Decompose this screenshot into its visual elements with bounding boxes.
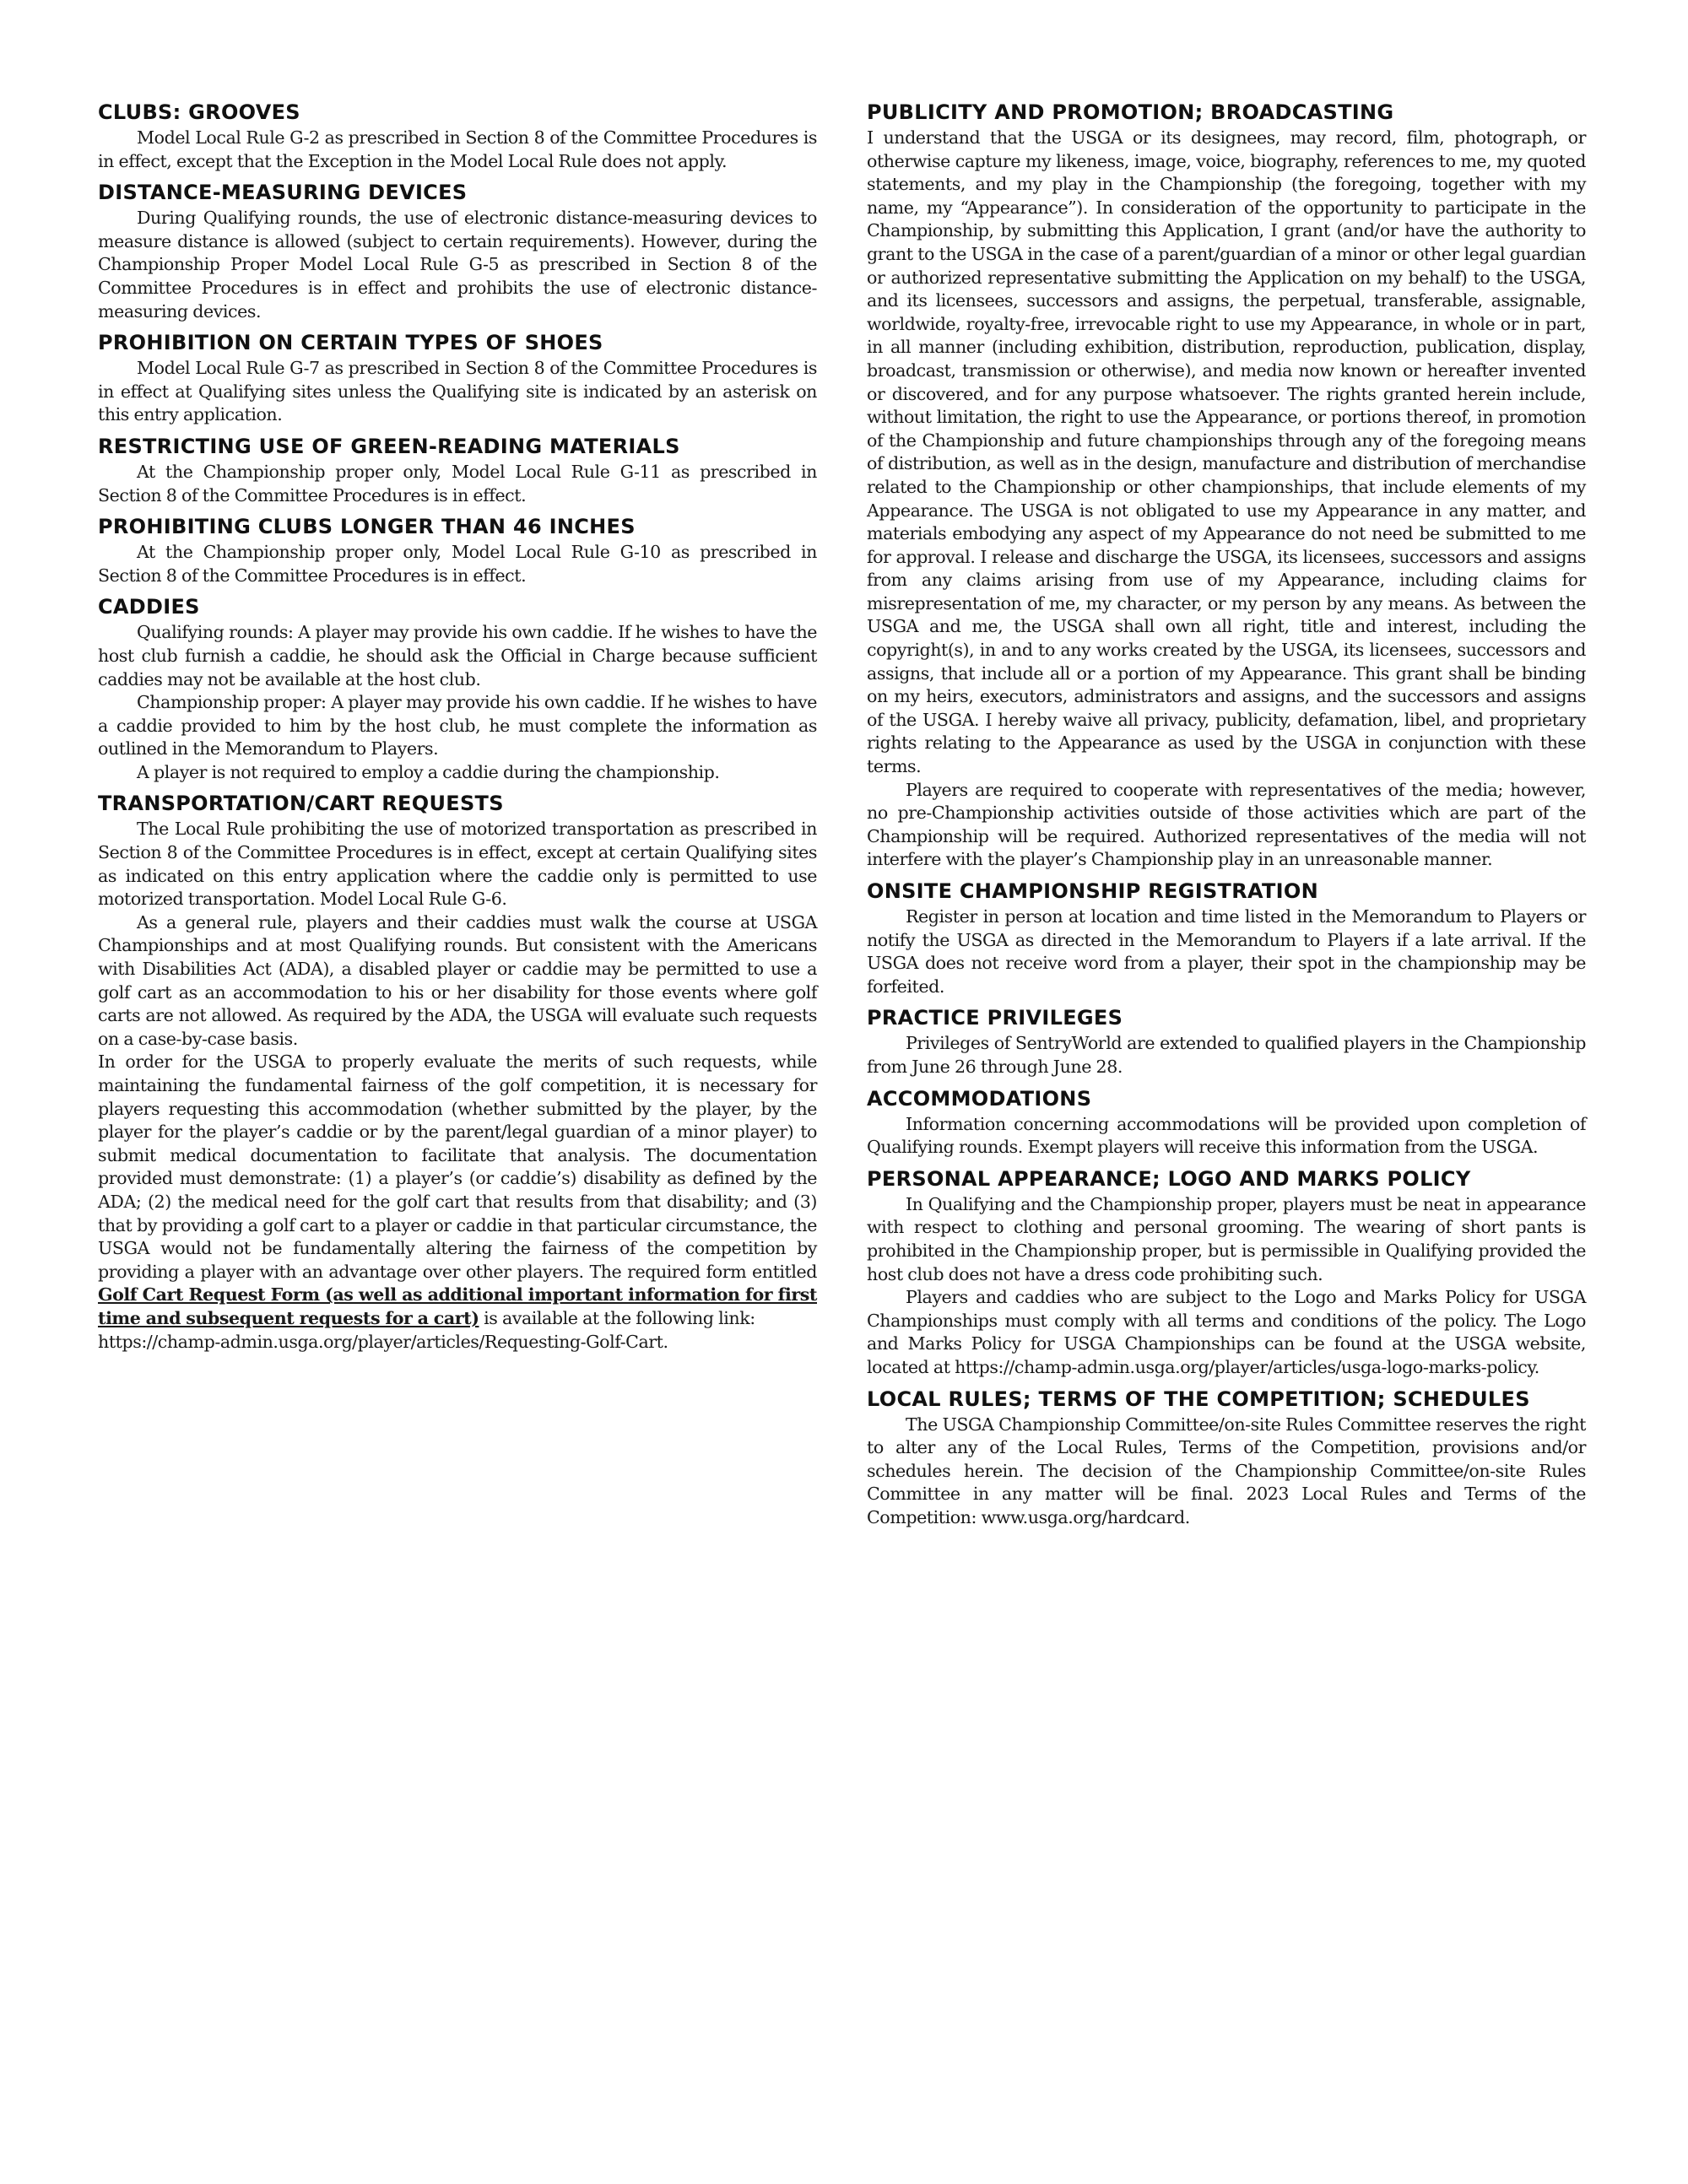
section-paragraph: During Qualifying rounds, the use of electronic distance-measuring devices to measure distance is allowed (subject to certain requirements). However, during the Championship Proper Model Local Rule G-5 as prescribed in Section 8 of the Committee Procedures is in effect and prohibits the use of electronic distance-measuring devices. <box>98 208 817 322</box>
golf-cart-request-form-link[interactable]: Golf Cart Request Form (as well as additional important information for first time and subsequent requests for a cart) <box>98 1284 817 1328</box>
section-heading: PERSONAL APPEARANCE; LOGO AND MARKS POLICY <box>867 1166 1471 1191</box>
paragraph-text: is available at the following link: <box>479 1307 755 1328</box>
section-prohibition-shoes <box>98 330 817 427</box>
section-clubs-grooves <box>98 100 817 173</box>
section-paragraph: In Qualifying and the Championship proper, players must be neat in appearance with respect to clothing and personal grooming. The wearing of short pants is prohibited in the Championship proper, but is permissible in Qualifying provided the host club does not have a dress code prohibiting such. <box>867 1193 1586 1284</box>
section-paragraph: Championship proper: A player may provide his own caddie. If he wishes to have a caddie provided to him by the host club, he must complete the information as outlined in the Memorandum to Players. <box>98 692 817 760</box>
section-heading: RESTRICTING USE OF GREEN-READING MATERIALS <box>98 434 680 458</box>
section-heading: ACCOMMODATIONS <box>867 1086 1092 1111</box>
section-heading: PROHIBITION ON CERTAIN TYPES OF SHOES <box>98 331 603 355</box>
section-paragraph: Model Local Rule G-2 as prescribed in Section 8 of the Committee Procedures is in effect, except that the Exception in the Model Local Rule does not apply. <box>98 127 817 171</box>
section-paragraph: I understand that the USGA or its designees, may record, film, photograph, or otherwise capture my likeness, image, voice, biography, references to me, my quoted statements, and my play in the Championship (the foregoing, together with my name, my “Appearance”). In consideration of the opportunity to participate in the Championship, by submitting this Application, I grant (and/or have the authority to grant to the USGA in the case of a parent/guardian of a minor or other legal guardian or authorized representative submitting the Application on my behalf) to the USGA, and its licensees, successors and assigns, the perpetual, transferable, assignable, worldwide, royalty-free, irrevocable right to use my Appearance, in whole or in part, in all manner (including exhibition, distribution, reproduction, publication, display, broadcast, transmission or otherwise), and media now known or hereafter invented or discovered, and for any purpose whatsoever. The rights granted herein include, without limitation, the right to use the Appearance, or portions thereof, in promotion of the Championship and future championships through any of the foregoing means of distribution, as well as in the design, manufacture and distribution of merchandise related to the Championship or other championships, that include elements of my Appearance. The USGA is not obligated to use my Appearance in any matter, and materials embodying any aspect of my Appearance do not need be submitted to me for approval. I release and discharge the USGA, its licensees, successors and assigns from any claims arising from use of my Appearance, including claims for misrepresentation of me, my character, or my person by any means. As between the USGA and me, the USGA shall own all right, title and interest, including the copyright(s), in and to any works created by the USGA, its licensees, successors and assigns, that include all or a portion of my Appearance. This grant shall be binding on my heirs, executors, administrators and assigns, and the successors and assigns of the USGA. I hereby waive all privacy, publicity, defamation, libel, and proprietary rights relating to the Appearance as used by the USGA in conjunction with these terms. <box>867 127 1586 777</box>
section-paragraph: At the Championship proper only, Model Local Rule G-10 as prescribed in Section 8 of the Committee Procedures is in effect. <box>98 542 817 586</box>
section-heading: PRACTICE PRIVILEGES <box>867 1006 1123 1030</box>
right-column <box>867 100 1586 1536</box>
section-heading: CLUBS: GROOVES <box>98 100 300 124</box>
section-paragraph: At the Championship proper only, Model Local Rule G-11 as prescribed in Section 8 of the Committee Procedures is in effect. <box>98 461 817 505</box>
paragraph-text: In order for the USGA to properly evaluate the merits of such requests, while maintaining the fundamental fairness of the golf competition, it is necessary for players requesting this accommodation (whether submitted by the player, by the player for the player’s caddie or by the parent/legal guardian of a minor player) to submit medical documentation to facilitate that analysis. The documentation provided must demonstrate: (1) a player’s (or caddie’s) disability as defined by the ADA; (2) the medical need for the golf cart that results from that disability; and (3) that by providing a golf cart to a player or caddie in that particular circumstance, the USGA would not be fundamentally altering the fairness of the competition by providing a player with an advantage over other players. The required form entitled <box>98 1051 817 1282</box>
section-publicity <box>867 100 1586 872</box>
section-paragraph: Qualifying rounds: A player may provide his own caddie. If he wishes to have the host club furnish a caddie, he should ask the Official in Charge because sufficient caddies may not be available at the host club. <box>98 622 817 689</box>
section-heading: DISTANCE-MEASURING DEVICES <box>98 181 468 205</box>
section-paragraph: Players and caddies who are subject to the Logo and Marks Policy for USGA Championships must comply with all terms and conditions of the policy. The Logo and Marks Policy for USGA Championships can be found at the USGA website, located at https://champ-admin.usga.org/player/articles/usga-logo-marks-policy. <box>867 1287 1586 1377</box>
section-paragraph: Privileges of SentryWorld are extended to qualified players in the Championship from June 26 through June 28. <box>867 1033 1586 1077</box>
section-paragraph: The USGA Championship Committee/on-site Rules Committee reserves the right to alter any of the Local Rules, Terms of the Competition, provisions and/or schedules herein. The decision of the Championship Committee/on-site Rules Committee in any matter will be final. 2023 Local Rules and Terms of the Competition: www.usga.org/hardcard. <box>867 1414 1586 1527</box>
section-paragraph: Model Local Rule G-7 as prescribed in Section 8 of the Committee Procedures is in effect at Qualifying sites unless the Qualifying site is indicated by an asterisk on this entry application. <box>98 358 817 425</box>
section-heading: CADDIES <box>98 595 200 619</box>
section-heading: TRANSPORTATION/CART REQUESTS <box>98 792 504 816</box>
section-local-rules <box>867 1387 1586 1530</box>
section-paragraph: Register in person at location and time listed in the Memorandum to Players or notify the USGA as directed in the Memorandum to Players if a late arrival. If the USGA does not receive word from a player, their spot in the championship may be forfeited. <box>867 906 1586 997</box>
section-paragraph: The Local Rule prohibiting the use of motorized transportation as prescribed in Section 8 of the Committee Procedures is in effect, except at certain Qualifying sites as indicated on this entry application where the caddie only is permitted to use motorized transportation. Model Local Rule G-6. <box>98 819 817 910</box>
section-heading: ONSITE CHAMPIONSHIP REGISTRATION <box>867 879 1318 903</box>
section-accommodations <box>867 1086 1586 1160</box>
section-heading: LOCAL RULES; TERMS OF THE COMPETITION; SCHEDULES <box>867 1387 1530 1411</box>
golf-cart-url-link[interactable]: https://champ-admin.usga.org/player/articles/Requesting-Golf-Cart. <box>98 1331 668 1352</box>
section-paragraph: Players are required to cooperate with representatives of the media; however, no pre-Championship activities outside of those activities which are part of the Championship will be required. Authorized representatives of the media will not interfere with the player’s Championship play in an unreasonable manner. <box>867 779 1586 870</box>
section-paragraph: Information concerning accommodations will be provided upon completion of Qualifying rounds. Exempt players will receive this information from the USGA. <box>867 1113 1586 1158</box>
section-paragraph <box>98 1051 817 1330</box>
section-onsite-registration <box>867 878 1586 998</box>
section-green-reading <box>98 434 817 507</box>
section-practice-privileges <box>867 1005 1586 1078</box>
section-clubs-46-inches <box>98 514 817 587</box>
section-heading: PROHIBITING CLUBS LONGER THAN 46 INCHES <box>98 515 636 539</box>
left-column <box>98 100 817 1360</box>
section-paragraph: A player is not required to employ a caddie during the championship. <box>137 761 720 782</box>
section-transportation <box>98 791 817 1354</box>
section-distance-measuring-devices <box>98 180 817 323</box>
section-personal-appearance <box>867 1166 1586 1380</box>
section-paragraph: As a general rule, players and their caddies must walk the course at USGA Championships and at most Qualifying rounds. But consistent with the Americans with Disabilities Act (ADA), a disabled player or caddie may be permitted to use a golf cart as an accommodation to his or her disability for those events where golf carts are not allowed. As required by the ADA, the USGA will evaluate such requests on a case-by-case basis. <box>98 911 817 1049</box>
section-heading: PUBLICITY AND PROMOTION; BROADCASTING <box>867 100 1394 124</box>
section-caddies <box>98 594 817 784</box>
